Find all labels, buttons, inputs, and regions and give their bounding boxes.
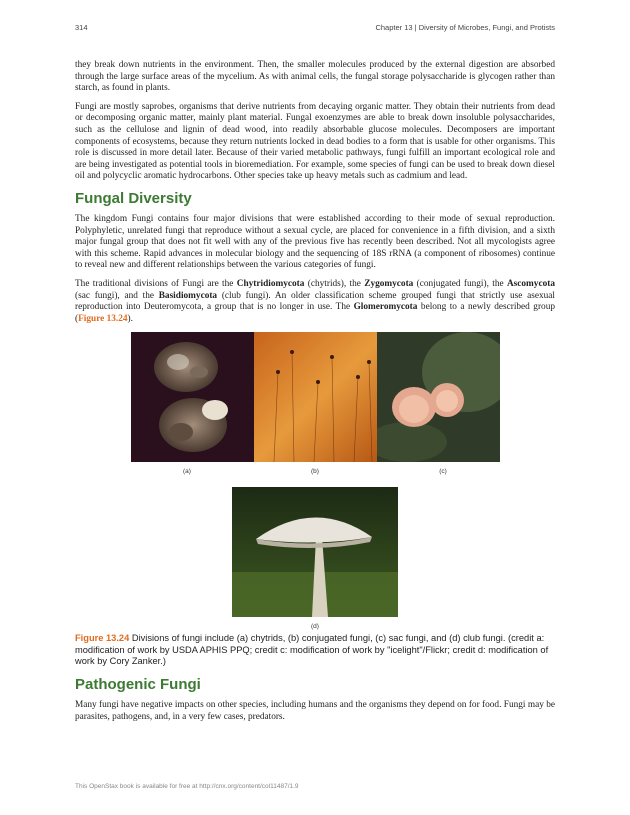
text-span: (chytrids), the	[304, 278, 365, 289]
page-header	[75, 23, 555, 32]
chapter-title: Chapter 13 | Diversity of Microbes, Fungi, and Protists	[375, 23, 555, 32]
caption-text: Divisions of fungi include (a) chytrids, (b) conjugated fungi, (c) sac fungi, and (d) club fungi. (credit a: modification of work by USDA APHIS PPQ; credit c: modification of work by "icelight"/Flickr; credit d: modification of work by Cory Zanker.)	[75, 633, 549, 667]
photo-chytrids	[131, 332, 254, 462]
label-a: (a)	[183, 468, 191, 476]
label-c: (c)	[439, 468, 447, 476]
figure-reference-link[interactable]: Figure 13.24	[78, 313, 128, 324]
photo-club-fungi	[232, 487, 398, 617]
paragraph-kingdom-fungi: The kingdom Fungi contains four major divisions that were established according to their mode of sexual reproduction. Polyphyletic, unrelated fungi that reproduce without a sexual cycle, are placed for convenience in a fifth division, and a sixth major fungal group that does not fit well with any of the previous five has recently been described. Not all mycologists agree with this scheme. Rapid advances in molecular biology and the sequencing of 18S rRNA (a component of ribosomes) continue to reveal new and different relationships between the various categories of fungi.	[75, 213, 555, 271]
paragraph-pathogenic: Many fungi have negative impacts on other species, including humans and the organisms they depend on for food. Fungi may be parasites, pathogens, and, in a very few cases, predators.	[75, 700, 555, 722]
paragraph-saprobes: Fungi are mostly saprobes, organisms that derive nutrients from decaying organic matter. They obtain their nutrients from dead or decomposing organic matter, mainly plant material. Fungal exoenzymes are able to break down insoluble polysaccharides, such as the cellulose and lignin of dead wood, into readily absorbable glucose molecules. Decomposers are important components of ecosystems, because they return nutrients locked in dead bodies to a form that is usable for other organisms. This role is discussed in more detail later. Because of their varied metabolic pathways, fungi fulfill an important ecological role and are being investigated as potential tools in bioremediation. For example, some species of fungi can be used to break down diesel oil and polycyclic aromatic hydrocarbons. Other species take up heavy metals such as cadmium and lead.	[75, 101, 555, 182]
page-content	[75, 60, 555, 730]
page-number: 314	[75, 23, 88, 32]
heading-fungal-diversity: Fungal Diversity	[75, 189, 192, 207]
text-span: (club fungi). An older classification scheme grouped fungi that strictly use asexual reproduction into Deuteromycota, a group that is no longer in use. The	[75, 290, 555, 313]
paragraph-divisions	[75, 279, 555, 325]
caption-figure-label: Figure 13.24	[75, 633, 130, 644]
paragraph-digestion: they break down nutrients in the environment. Then, the smaller molecules produced by the external digestion are absorbed through the large surface areas of the mycelium. As with animal cells, the fungal storage polysaccharide is glycogen rather than starch, as found in plants.	[75, 60, 555, 94]
term-zygomycota: Zygomycota	[364, 278, 414, 289]
text-span: (conjugated fungi), the	[413, 278, 507, 289]
figure-top-row	[75, 332, 555, 462]
page-footer: This OpenStax book is available for free at http://cnx.org/content/col11487/1.9	[75, 783, 299, 790]
text-span: ).	[127, 313, 133, 324]
label-b: (b)	[311, 468, 319, 476]
photo-sac-fungi	[377, 332, 500, 462]
term-basidiomycota: Basidiomycota	[158, 290, 218, 301]
text-span: (sac fungi), and the	[75, 290, 159, 301]
term-glomeromycota: Glomeromycota	[353, 302, 418, 313]
photo-conjugated-fungi	[254, 332, 377, 462]
term-ascomycota: Ascomycota	[506, 278, 555, 289]
text-span: The traditional divisions of Fungi are the	[75, 278, 237, 289]
label-d: (d)	[311, 623, 319, 631]
figure-bottom-row	[75, 487, 555, 617]
text-span: belong to a newly described group (	[75, 302, 555, 324]
heading-pathogenic-fungi: Pathogenic Fungi	[75, 676, 201, 694]
figure-top-labels	[75, 468, 555, 475]
term-chytridiomycota: Chytridiomycota	[236, 278, 305, 289]
figure-caption	[75, 633, 555, 668]
